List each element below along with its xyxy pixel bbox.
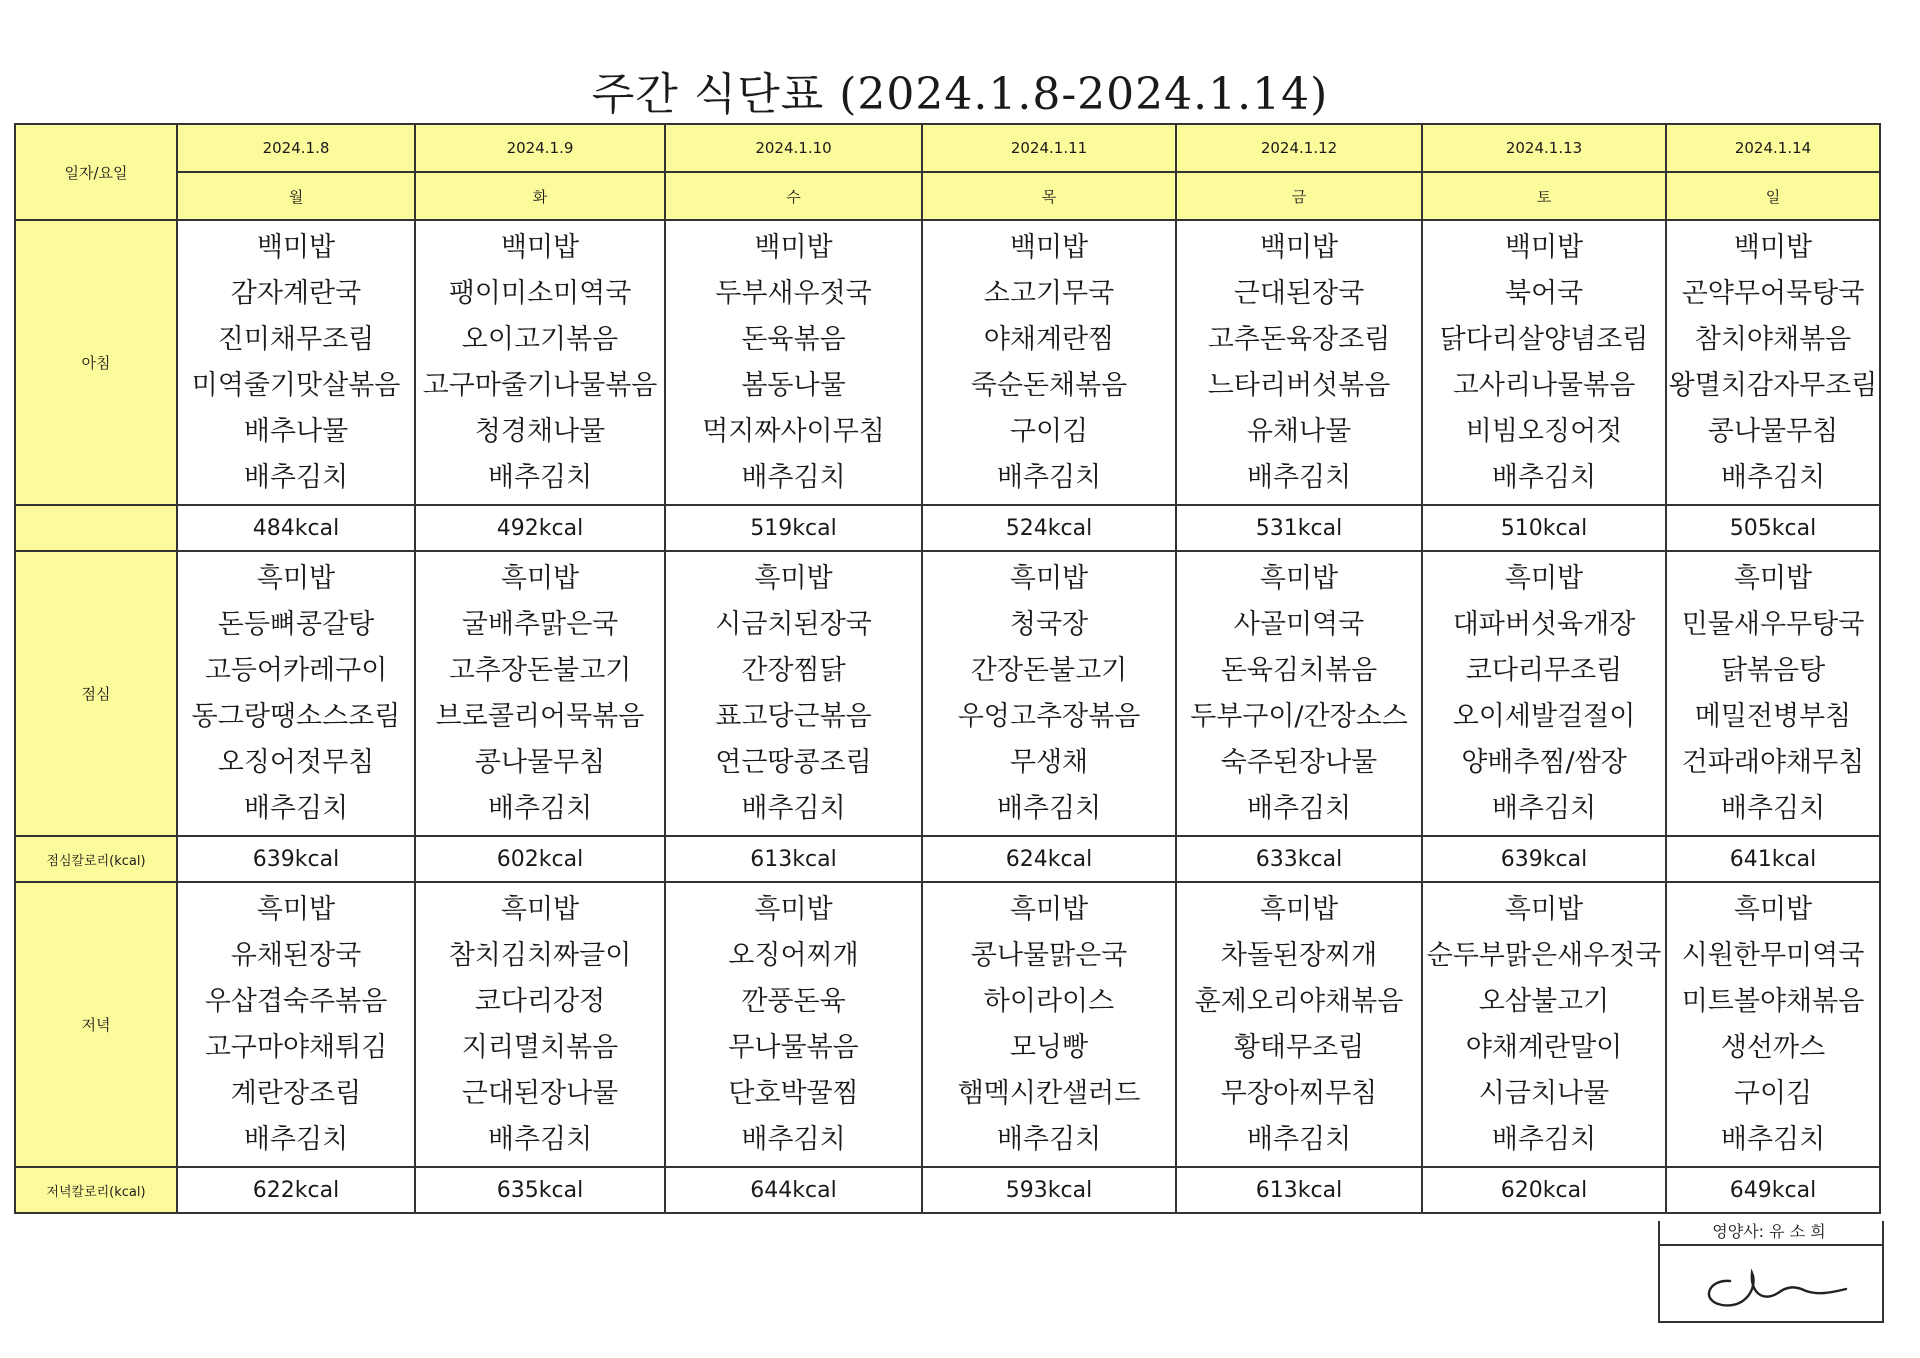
- dinner-kcal-value: 622kcal: [177, 1167, 415, 1213]
- menu-item: 구이김: [1009, 415, 1089, 447]
- lunch-menu-cell: [415, 551, 665, 836]
- menu-item: 유채된장국: [230, 939, 362, 971]
- dinner-menu-cell: [415, 882, 665, 1167]
- lunch-menu-cell: [922, 551, 1176, 836]
- date-header: 2024.1.8: [177, 124, 415, 172]
- menu-item: 배추김치: [1246, 461, 1352, 493]
- date-weekday-header: 일자/요일: [15, 124, 177, 220]
- weekday-header: 월: [177, 172, 415, 220]
- menu-item: 돈등뼈콩갈탕: [217, 608, 375, 640]
- breakfast-label: 아침: [15, 220, 177, 505]
- menu-item: 백미밥: [1733, 231, 1813, 263]
- dinner-kcal-value: 635kcal: [415, 1167, 665, 1213]
- menu-item: 깐풍돈육: [741, 985, 846, 1017]
- page-title: 주간 식단표 (2024.1.8-2024.1.14): [591, 69, 1329, 120]
- menu-item: 흑미밥: [754, 893, 833, 925]
- menu-item: 훈제오리야채볶음: [1194, 985, 1404, 1017]
- menu-item: 시금치된장국: [715, 608, 872, 640]
- lunch-kcal-value: 613kcal: [665, 836, 922, 882]
- dinner-menu-cell: [1422, 882, 1666, 1167]
- menu-item: 우엉고추장볶음: [957, 700, 1141, 732]
- breakfast-menu-cell: [1176, 220, 1422, 505]
- menu-item: 코다리무조림: [1465, 654, 1623, 686]
- breakfast-menu-cell: [1666, 220, 1880, 505]
- menu-item: 배추김치: [243, 1123, 349, 1155]
- menu-item: 배추김치: [487, 461, 593, 493]
- weekday-header: 금: [1176, 172, 1422, 220]
- menu-item: 근대된장나물: [461, 1077, 619, 1109]
- menu-item: 계란장조림: [230, 1077, 362, 1109]
- menu-item: 흑미밥: [1009, 893, 1089, 925]
- menu-item: 콩나물무침: [1707, 415, 1839, 447]
- menu-item: 두부새우젓국: [715, 277, 872, 309]
- weekly-menu-table: [14, 123, 1881, 1214]
- menu-item: 백미밥: [256, 231, 336, 263]
- dinner-menu-cell: [1666, 882, 1880, 1167]
- dinner-kcal-value: 613kcal: [1176, 1167, 1422, 1213]
- lunch-kcal-value: 639kcal: [177, 836, 415, 882]
- menu-item: 배추김치: [1491, 792, 1597, 824]
- dinner-kcal-value: 649kcal: [1666, 1167, 1880, 1213]
- menu-item: 백미밥: [500, 231, 580, 263]
- lunch-kcal-value: 602kcal: [415, 836, 665, 882]
- menu-item: 차돌된장찌개: [1220, 939, 1378, 971]
- lunch-kcal-value: 633kcal: [1176, 836, 1422, 882]
- menu-item: 사골미역국: [1233, 608, 1365, 640]
- menu-item: 돈육볶음: [741, 323, 846, 355]
- menu-item: 배추김치: [741, 1123, 846, 1155]
- menu-item: 고사리나물볶음: [1452, 369, 1636, 401]
- menu-item: 흑미밥: [754, 562, 833, 594]
- menu-item: 대파버섯육개장: [1452, 608, 1636, 640]
- menu-item: 고등어카레구이: [204, 654, 388, 686]
- dinner-kcal-value: 620kcal: [1422, 1167, 1666, 1213]
- lunch-kcal-value: 639kcal: [1422, 836, 1666, 882]
- menu-item: 오징어젓무침: [217, 746, 375, 778]
- menu-item: 미역줄기맛살볶음: [191, 369, 401, 401]
- menu-item: 백미밥: [1009, 231, 1089, 263]
- menu-item: 유채나물: [1246, 415, 1352, 447]
- menu-item: 황태무조림: [1233, 1031, 1365, 1063]
- date-header: 2024.1.14: [1666, 124, 1880, 172]
- menu-item: 고구마줄기나물볶음: [422, 369, 658, 401]
- menu-item: 우삽겹숙주볶음: [204, 985, 388, 1017]
- menu-item: 브로콜리어묵볶음: [435, 700, 645, 732]
- lunch-kcal-label: 점심칼로리(kcal): [15, 836, 177, 882]
- menu-item: 참치야채볶음: [1694, 323, 1852, 355]
- menu-item: 흑미밥: [1259, 562, 1339, 594]
- menu-item: 오이세발걸절이: [1452, 700, 1636, 732]
- dinner-menu-cell: [922, 882, 1176, 1167]
- weekday-header: 수: [665, 172, 922, 220]
- breakfast-kcal-value: 492kcal: [415, 505, 665, 551]
- menu-item: 백미밥: [1504, 231, 1584, 263]
- lunch-label: 점심: [15, 551, 177, 836]
- menu-item: 코다리강정: [474, 985, 606, 1017]
- menu-item: 느타리버섯볶음: [1207, 369, 1391, 401]
- menu-item: 하이라이스: [983, 985, 1115, 1017]
- menu-item: 야채계란찜: [983, 323, 1115, 355]
- menu-item: 배추김치: [1491, 461, 1597, 493]
- weekday-header: 일: [1666, 172, 1880, 220]
- menu-item: 배추김치: [741, 792, 846, 824]
- dietitian-label: 영양사: 유 소 희: [1712, 1222, 1826, 1241]
- dinner-menu-cell: [665, 882, 922, 1167]
- menu-item: 콩나물맑은국: [970, 939, 1128, 971]
- breakfast-menu-cell: [177, 220, 415, 505]
- menu-item: 흑미밥: [1504, 893, 1584, 925]
- menu-item: 배추김치: [996, 792, 1102, 824]
- dinner-label: 저녁: [15, 882, 177, 1167]
- signature-divider: [1658, 1244, 1882, 1246]
- menu-item: 봄동나물: [741, 369, 846, 401]
- menu-item: 오이고기볶음: [461, 323, 619, 355]
- menu-item: 양배추찜/쌈장: [1461, 746, 1627, 778]
- menu-item: 숙주된장나물: [1220, 746, 1378, 778]
- menu-item: 오징어찌개: [728, 939, 859, 971]
- menu-item: 야채계란말이: [1465, 1031, 1623, 1063]
- menu-item: 지리멸치볶음: [461, 1031, 619, 1063]
- date-header: 2024.1.11: [922, 124, 1176, 172]
- menu-item: 배추김치: [243, 792, 349, 824]
- menu-item: 배추김치: [1246, 1123, 1352, 1155]
- menu-item: 고추장돈불고기: [448, 654, 632, 686]
- menu-item: 구이김: [1733, 1077, 1813, 1109]
- menu-item: 배추김치: [996, 461, 1102, 493]
- menu-item: 간장찜닭: [741, 654, 846, 686]
- breakfast-kcal-value: 505kcal: [1666, 505, 1880, 551]
- menu-item: 흑미밥: [1733, 893, 1813, 925]
- lunch-menu-cell: [1176, 551, 1422, 836]
- menu-item: 흑미밥: [256, 893, 336, 925]
- menu-item: 간장돈불고기: [970, 654, 1128, 686]
- menu-item: 배추김치: [1246, 792, 1352, 824]
- breakfast-menu-cell: [415, 220, 665, 505]
- menu-item: 무나물볶음: [728, 1031, 859, 1063]
- menu-item: 진미채무조림: [217, 323, 375, 355]
- menu-item: 청국장: [1009, 608, 1089, 640]
- menu-item: 흑미밥: [1009, 562, 1089, 594]
- menu-item: 돈육김치볶음: [1220, 654, 1378, 686]
- menu-item: 참치김치짜글이: [448, 939, 632, 971]
- menu-item: 오삼불고기: [1478, 985, 1610, 1017]
- breakfast-kcal-value: 510kcal: [1422, 505, 1666, 551]
- breakfast-kcal-value: 531kcal: [1176, 505, 1422, 551]
- menu-item: 청경채나물: [474, 415, 606, 447]
- menu-item: 북어국: [1504, 277, 1584, 309]
- menu-item: 동그랑땡소스조림: [191, 700, 401, 732]
- breakfast-menu-cell: [665, 220, 922, 505]
- breakfast-kcal-value: 519kcal: [665, 505, 922, 551]
- date-header: 2024.1.10: [665, 124, 922, 172]
- dinner-menu-cell: [177, 882, 415, 1167]
- menu-item: 배추김치: [741, 461, 846, 493]
- menu-item: 흑미밥: [500, 893, 580, 925]
- menu-item: 죽순돈채볶음: [970, 369, 1128, 401]
- menu-item: 곤약무어묵탕국: [1681, 277, 1865, 309]
- menu-item: 배추나물: [243, 415, 349, 447]
- weekday-header: 화: [415, 172, 665, 220]
- menu-item: 배추김치: [487, 1123, 593, 1155]
- dinner-kcal-label: 저녁칼로리(kcal): [15, 1167, 177, 1213]
- lunch-menu-cell: [1422, 551, 1666, 836]
- menu-item: 근대된장국: [1233, 277, 1365, 309]
- menu-item: 고추돈육장조림: [1207, 323, 1391, 355]
- menu-item: 배추김치: [1720, 1123, 1826, 1155]
- menu-item: 백미밥: [1259, 231, 1339, 263]
- lunch-kcal-value: 641kcal: [1666, 836, 1880, 882]
- menu-item: 배추김치: [996, 1123, 1102, 1155]
- menu-item: 모닝빵: [1009, 1031, 1089, 1063]
- date-header: 2024.1.13: [1422, 124, 1666, 172]
- menu-item: 비빔오징어젓: [1465, 415, 1623, 447]
- menu-item: 건파래야채무침: [1681, 746, 1865, 778]
- menu-item: 배추김치: [243, 461, 349, 493]
- menu-item: 민물새우무탕국: [1681, 608, 1865, 640]
- menu-item: 미트볼야채볶음: [1681, 985, 1865, 1017]
- breakfast-menu-cell: [1422, 220, 1666, 505]
- lunch-kcal-value: 624kcal: [922, 836, 1176, 882]
- menu-item: 시원한무미역국: [1681, 939, 1865, 971]
- menu-item: 흑미밥: [256, 562, 336, 594]
- breakfast-kcal-value: 484kcal: [177, 505, 415, 551]
- menu-item: 흑미밥: [1504, 562, 1584, 594]
- menu-item: 먹지짜사이무침: [702, 415, 885, 447]
- dinner-menu-cell: [1176, 882, 1422, 1167]
- menu-item: 굴배추맑은국: [461, 608, 619, 640]
- lunch-menu-cell: [665, 551, 922, 836]
- dinner-kcal-value: 644kcal: [665, 1167, 922, 1213]
- menu-item: 순두부맑은새우젓국: [1426, 939, 1662, 971]
- menu-item: 콩나물무침: [474, 746, 606, 778]
- menu-item: 배추김치: [1491, 1123, 1597, 1155]
- menu-item: 흑미밥: [1259, 893, 1339, 925]
- menu-item: 배추김치: [487, 792, 593, 824]
- menu-item: 배추김치: [1720, 792, 1826, 824]
- lunch-menu-cell: [177, 551, 415, 836]
- dinner-kcal-value: 593kcal: [922, 1167, 1176, 1213]
- breakfast-kcal-value: 524kcal: [922, 505, 1176, 551]
- menu-item: 무생채: [1009, 746, 1089, 778]
- menu-item: 메밀전병부침: [1694, 700, 1852, 732]
- date-header: 2024.1.12: [1176, 124, 1422, 172]
- menu-item: 흑미밥: [1733, 562, 1813, 594]
- menu-item: 닭볶음탕: [1720, 654, 1826, 686]
- breakfast-menu-cell: [922, 220, 1176, 505]
- menu-item: 닭다리살양념조림: [1439, 323, 1649, 355]
- menu-item: 연근땅콩조림: [715, 746, 872, 778]
- lunch-menu-cell: [1666, 551, 1880, 836]
- menu-item: 고구마야채튀김: [204, 1031, 388, 1063]
- date-header: 2024.1.9: [415, 124, 665, 172]
- weekday-header: 토: [1422, 172, 1666, 220]
- menu-item: 소고기무국: [983, 277, 1115, 309]
- menu-item: 팽이미소미역국: [448, 277, 632, 309]
- menu-item: 두부구이/간장소스: [1190, 700, 1408, 732]
- menu-item: 시금치나물: [1478, 1077, 1610, 1109]
- menu-item: 백미밥: [754, 231, 833, 263]
- weekday-header: 목: [922, 172, 1176, 220]
- menu-item: 햄멕시칸샐러드: [957, 1077, 1141, 1109]
- menu-item: 무장아찌무침: [1220, 1077, 1378, 1109]
- menu-item: 표고당근볶음: [715, 700, 872, 732]
- menu-item: 감자계란국: [230, 277, 362, 309]
- menu-item: 왕멸치감자무조림: [1668, 369, 1878, 401]
- menu-item: 생선까스: [1720, 1031, 1826, 1063]
- menu-item: 배추김치: [1720, 461, 1826, 493]
- breakfast-kcal-label: [15, 505, 177, 551]
- menu-item: 흑미밥: [500, 562, 580, 594]
- menu-item: 단호박꿀찜: [728, 1077, 859, 1109]
